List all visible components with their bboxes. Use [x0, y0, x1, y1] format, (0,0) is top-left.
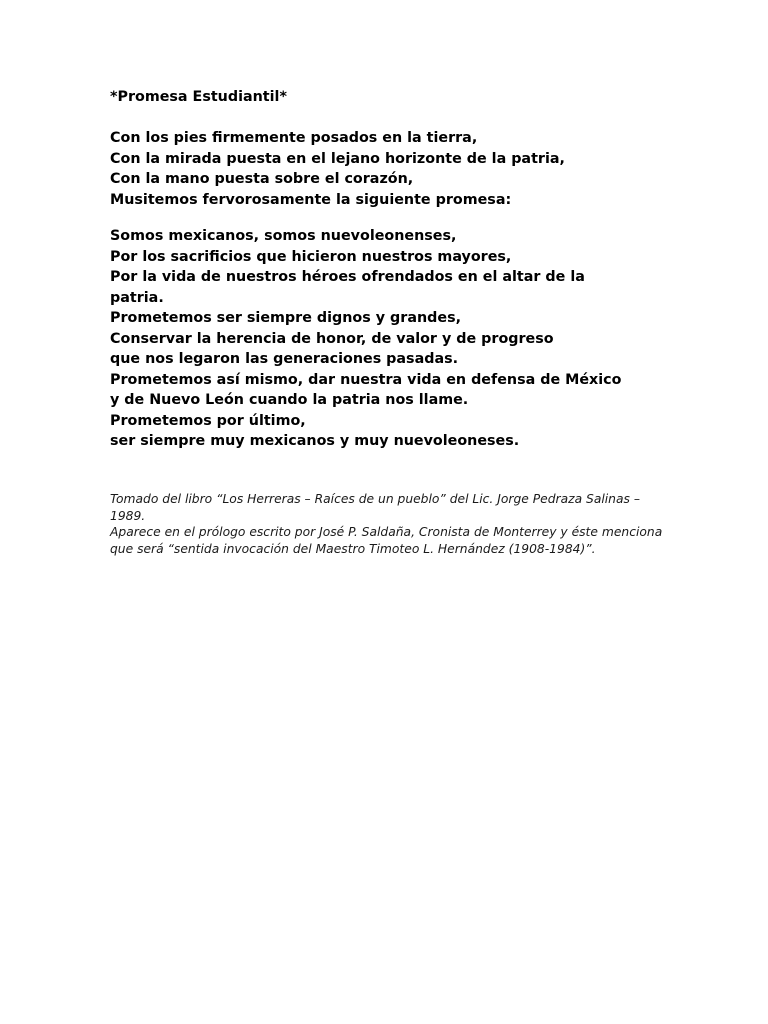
- stanza-2: [110, 226, 621, 452]
- stanza-1: [110, 128, 565, 210]
- verse-line: Con los pies firmemente posados en la tierra,: [110, 130, 478, 146]
- source-comment: Aparece en el prólogo escrito por José P. Saldaña, Cronista de Monterrey y éste menciona que será “sentida invocación del Maestro Timoteo L. Hernández (1908-1984)”.: [110, 525, 663, 556]
- verse-line: patria.: [110, 289, 164, 306]
- verse-line: Prometemos ser siempre dignos y grandes,: [110, 310, 462, 326]
- verse-line: Por la vida de nuestros héroes ofrendados en el altar de la: [110, 269, 585, 285]
- source-citation: Tomado del libro “Los Herreras – Raíces de un pueblo” del Lic. Jorge Pedraza Salinas – 1989.: [110, 492, 640, 523]
- verse-line: Con la mirada puesta en el lejano horizonte de la patria,: [110, 150, 565, 167]
- verse-line: que nos legaron las generaciones pasadas.: [110, 351, 459, 367]
- verse-line: Conservar la herencia de honor, de valor y de progreso: [110, 330, 554, 347]
- verse-line: Musitemos fervorosamente la siguiente promesa:: [110, 191, 512, 208]
- verse-line: Con la mano puesta sobre el corazón,: [110, 171, 414, 187]
- verse-line: Somos mexicanos, somos nuevoleonenses,: [110, 228, 457, 244]
- verse-line: ser siempre muy mexicanos y muy nuevoleoneses.: [110, 433, 520, 449]
- verse-line: Por los sacrificios que hicieron nuestros mayores,: [110, 248, 512, 265]
- verse-line: Prometemos por último,: [110, 412, 306, 429]
- document-title: *Promesa Estudiantil*: [110, 89, 287, 105]
- verse-line: Prometemos así mismo, dar nuestra vida en defensa de México: [110, 371, 622, 388]
- source-note: [110, 491, 670, 557]
- verse-line: y de Nuevo León cuando la patria nos llame.: [110, 392, 469, 408]
